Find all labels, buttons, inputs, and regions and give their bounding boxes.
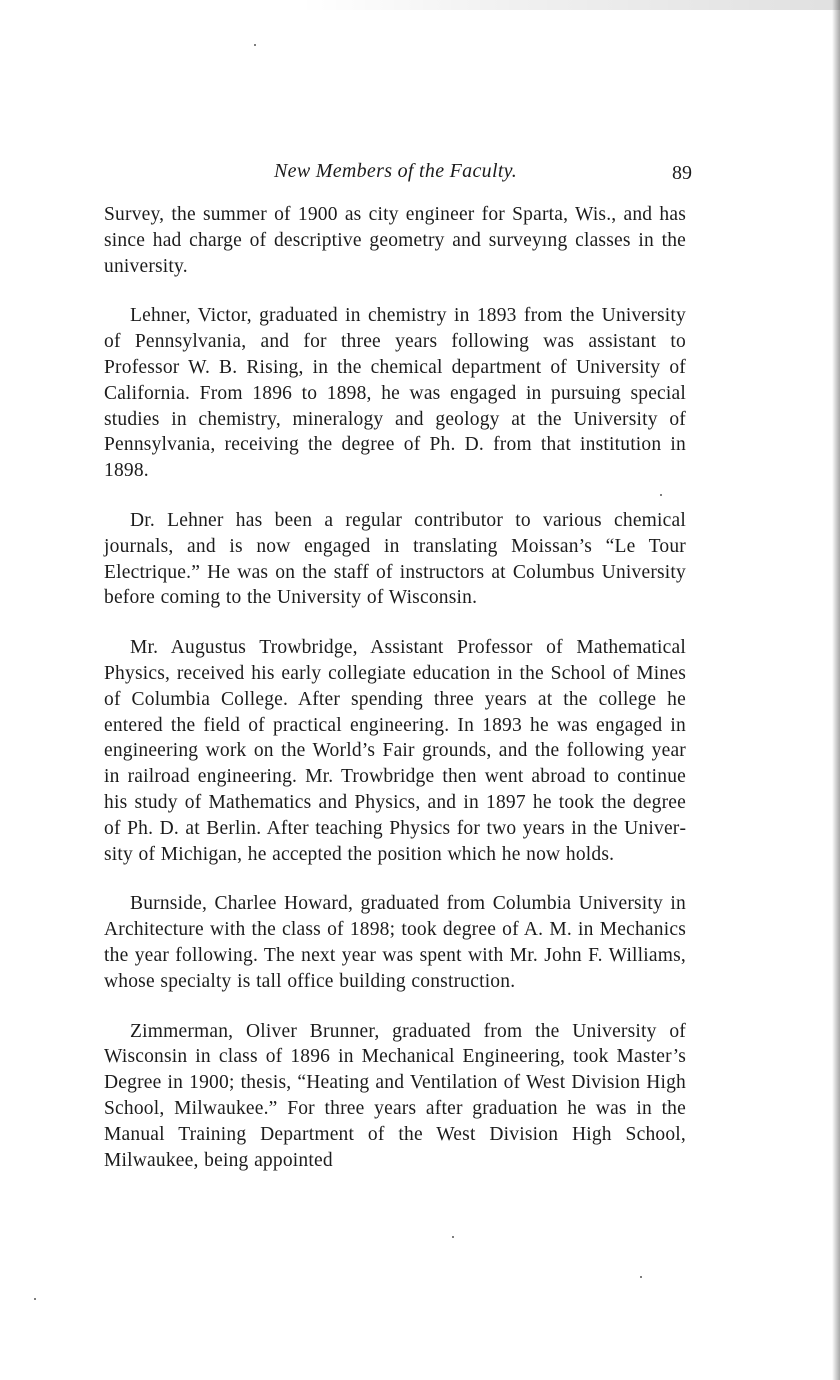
paragraph-lehner: Lehner, Victor, graduated in chemistry in 1893 from the University of Pennsylvania, and for three years following was assistant to Professor W. B. Rising, in the chemical department of University of California. From 1896 to 1898, he was engaged in pursuing special studies in chemistry, mineralogy and geology at the University of Pennsylvania, receiving the degree of Ph. D. from that institution in 1898. bbox=[104, 305, 686, 482]
scan-speck bbox=[660, 494, 662, 496]
paragraph-zimmerman: Zimmerman, Oliver Brunner, graduated from the University of Wisconsin in class of 1896 in Mechanical Engineering, took Master’s Degree in 1900; thesis, “Heating and Ventilation of West Division High School, Milwaukee.” For three years after graduation he was in the Manual Training Department of the West Division High School, Milwaukee, being appointed bbox=[104, 1020, 686, 1171]
paragraph-burnside: Burnside, Charlee Howard, graduated from Columbia University in Architecture with the class of 1898; took degree of A. M. in Mechanics the year following. The next year was spent with Mr. John F. Williams, whose specialty is tall office building construction. bbox=[104, 893, 686, 992]
paragraph-continuation: Survey, the summer of 1900 as city engineer for Sparta, Wis., and has since had charge of descriptive geometry and surveyıng classes in the university. bbox=[104, 204, 686, 277]
page-header bbox=[106, 158, 692, 190]
scan-speck bbox=[254, 44, 256, 46]
running-title: New Members of the Faculty. bbox=[274, 160, 518, 182]
paragraph-trowbridge: Mr. Augustus Trowbridge, Assistant Professor of Mathematical Physics, received his early collegiate education in the School of Mines of Columbia College. After spending three years at the college he entered the field of practical engineering. In 1893 he was engaged in engineering work on the World’s Fair grounds, and the following year in railroad engineering. Mr. Trowbridge then went abroad to continue his study of Mathematics and Physics, and in 1897 he took the degree of Ph. D. at Berlin. After teaching Physics for two years in the University of Michigan, he accepted the position which he now holds. bbox=[104, 637, 686, 865]
body-text bbox=[104, 202, 686, 1173]
scan-speck bbox=[640, 1276, 642, 1278]
scan-edge-right bbox=[832, 0, 840, 1380]
paragraph-lehner-contributions: Dr. Lehner has been a regular contributor to various chemical journals, and is now engaged in translating Moissan’s “Le Tour Electrique.” He was on the staff of instructors at Columbus University before coming to the University of Wisconsin. bbox=[104, 509, 686, 609]
scan-speck bbox=[34, 1298, 36, 1300]
scan-edge-top bbox=[300, 0, 840, 10]
scan-speck bbox=[452, 1236, 454, 1238]
page-number: 89 bbox=[672, 162, 692, 184]
